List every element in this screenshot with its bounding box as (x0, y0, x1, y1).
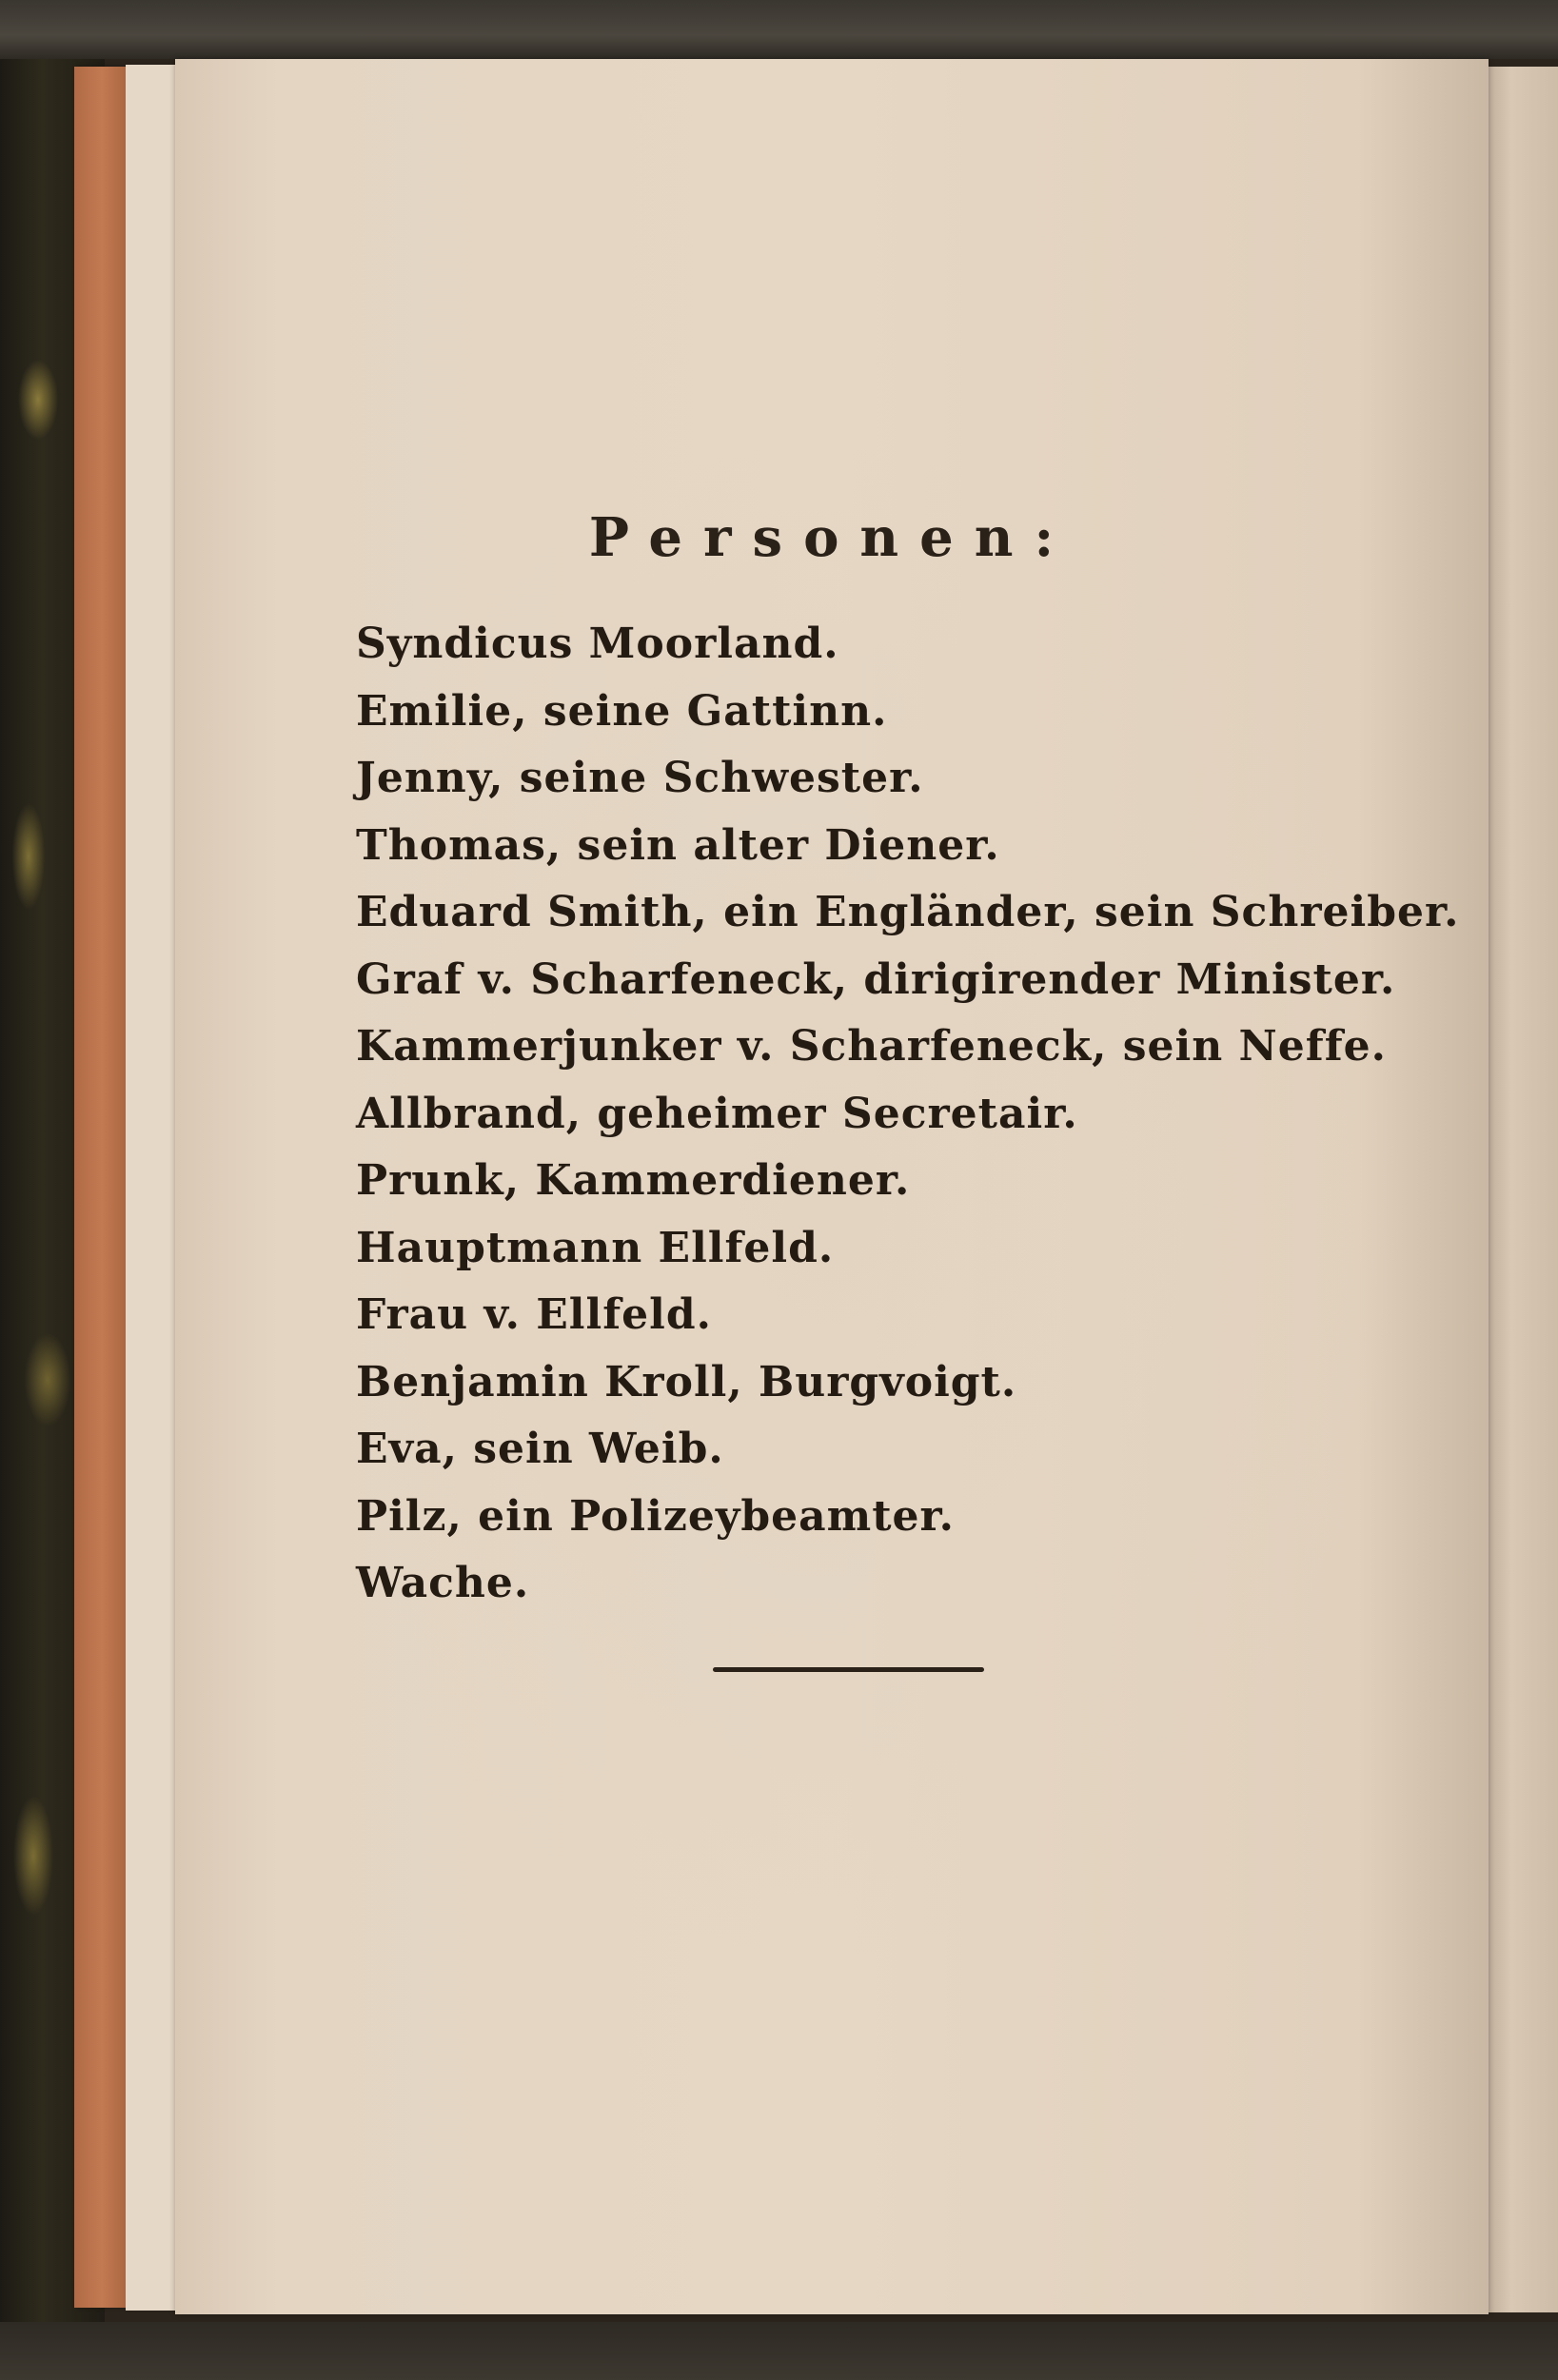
cast-entry: Jenny, seine Schwester. (356, 754, 924, 802)
cast-entry: Thomas, sein alter Diener. (356, 820, 1000, 870)
cast-entry: Wache. (356, 1559, 530, 1607)
book-top-edge (0, 0, 1558, 59)
closing-rule (713, 1667, 984, 1672)
cast-entry: Hauptmann Ellfeld. (356, 1223, 835, 1272)
cast-entry: Allbrand, geheimer Secretair. (356, 1089, 1078, 1138)
cast-entry: Prunk, Kammerdiener. (356, 1156, 911, 1205)
cast-entry: Emilie, seine Gattinn. (356, 686, 888, 736)
cast-entry: Pilz, ein Polizeybeamter. (356, 1491, 955, 1541)
book-page (175, 59, 1489, 2314)
endpaper-strip (74, 67, 129, 2308)
flyleaf-edge (126, 65, 183, 2311)
cast-entry: Frau v. Ellfeld. (356, 1290, 712, 1339)
book-bottom-edge (0, 2322, 1558, 2380)
facing-page-edge (1480, 67, 1558, 2312)
cast-entry: Benjamin Kroll, Burgvoigt. (356, 1357, 1017, 1406)
cast-entry: Kammerjunker v. Scharfeneck, sein Neffe. (356, 1022, 1387, 1071)
cast-entry: Syndicus Moorland. (356, 620, 839, 668)
page-heading: Personen: (588, 506, 1075, 569)
cast-entry: Eduard Smith, ein Engländer, sein Schreiber. (356, 888, 1460, 936)
cast-entry: Eva, sein Weib. (356, 1425, 724, 1473)
cast-entry: Graf v. Scharfeneck, dirigirender Minister. (356, 954, 1396, 1004)
cast-list (356, 611, 1459, 1618)
